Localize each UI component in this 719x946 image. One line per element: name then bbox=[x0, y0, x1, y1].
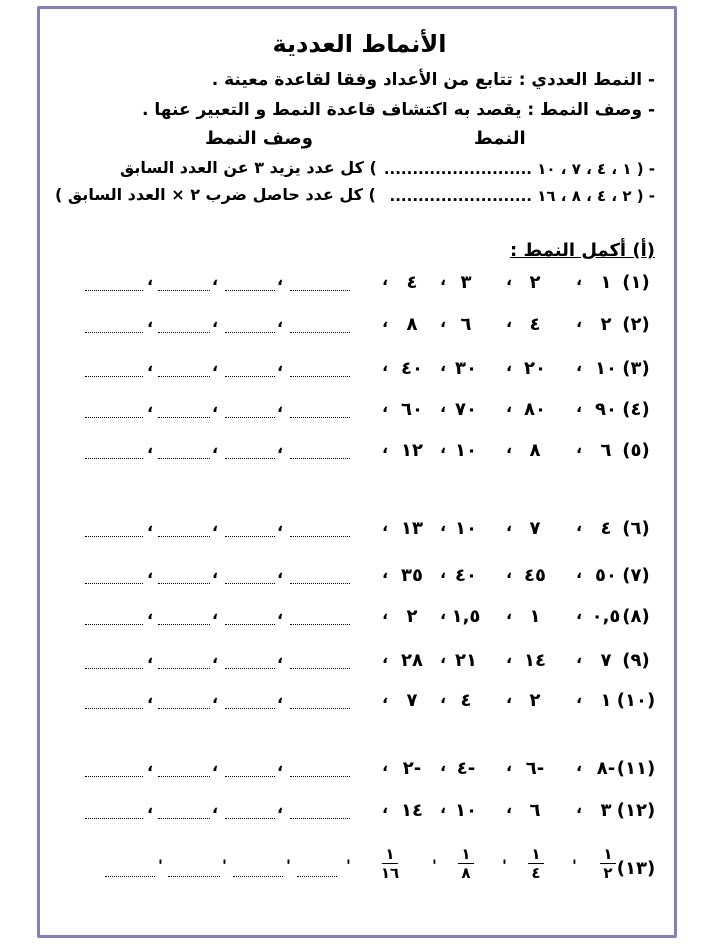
pattern-term: ٨ bbox=[529, 440, 541, 461]
description-line: - وصف النمط : يقصد به اكتشاف قاعدة النمط و التعبير عنها . bbox=[142, 100, 655, 120]
answer-blank[interactable] bbox=[85, 708, 143, 709]
separator-comma: ' bbox=[222, 856, 227, 875]
pattern-term: ١ bbox=[600, 690, 612, 711]
pattern-row-fractions bbox=[0, 845, 719, 888]
separator-comma: ، bbox=[382, 312, 389, 331]
pattern-term: ٥٠ bbox=[595, 565, 617, 586]
pattern-term: ١٠ bbox=[455, 800, 477, 821]
fraction-denominator: ٤ bbox=[531, 864, 541, 882]
separator-comma: ، bbox=[440, 516, 447, 535]
answer-blank[interactable] bbox=[158, 376, 210, 377]
separator-comma: ، bbox=[147, 648, 154, 667]
separator-comma: ، bbox=[382, 270, 389, 289]
separator-comma: ، bbox=[212, 397, 219, 416]
separator-comma: ، bbox=[440, 798, 447, 817]
separator-comma: ، bbox=[382, 397, 389, 416]
pattern-term: ٣ bbox=[600, 800, 612, 821]
separator-comma: ، bbox=[212, 270, 219, 289]
separator-comma: ، bbox=[147, 688, 154, 707]
answer-blank[interactable] bbox=[225, 458, 275, 459]
separator-comma: ' bbox=[158, 856, 163, 875]
separator-comma: ، bbox=[576, 604, 583, 623]
answer-blank[interactable] bbox=[105, 876, 155, 877]
answer-blank[interactable] bbox=[290, 332, 350, 333]
answer-blank[interactable] bbox=[85, 776, 143, 777]
separator-comma: ، bbox=[506, 563, 513, 582]
separator-comma: ، bbox=[576, 516, 583, 535]
separator-comma: ، bbox=[147, 604, 154, 623]
answer-blank[interactable] bbox=[225, 668, 275, 669]
pattern-term: ٤٠ bbox=[401, 358, 423, 379]
row-number: (١٣) bbox=[616, 858, 656, 879]
separator-comma: ' bbox=[346, 856, 351, 875]
separator-comma: ، bbox=[212, 756, 219, 775]
fraction-term bbox=[528, 846, 544, 881]
answer-blank[interactable] bbox=[233, 876, 283, 877]
separator-comma: ، bbox=[440, 648, 447, 667]
separator-comma: ، bbox=[382, 563, 389, 582]
pattern-term: ١٠ bbox=[595, 358, 617, 379]
answer-blank[interactable] bbox=[290, 417, 350, 418]
separator-comma: ، bbox=[147, 438, 154, 457]
pattern-term: ١٠ bbox=[455, 440, 477, 461]
separator-comma: ، bbox=[147, 516, 154, 535]
separator-comma: ، bbox=[277, 270, 284, 289]
separator-comma: ، bbox=[576, 688, 583, 707]
column-heading-pattern: النمط bbox=[474, 128, 526, 149]
answer-blank[interactable] bbox=[225, 376, 275, 377]
separator-comma: ، bbox=[440, 438, 447, 457]
answer-blank[interactable] bbox=[297, 876, 337, 877]
separator-comma: ، bbox=[440, 312, 447, 331]
separator-comma: ، bbox=[277, 648, 284, 667]
answer-blank[interactable] bbox=[225, 417, 275, 418]
separator-comma: ، bbox=[382, 516, 389, 535]
pattern-term: ٠,٥ bbox=[591, 606, 621, 627]
row-number: (٧) bbox=[622, 565, 650, 586]
pattern-term: ١٢ bbox=[401, 440, 423, 461]
answer-blank[interactable] bbox=[225, 818, 275, 819]
separator-comma: ، bbox=[277, 688, 284, 707]
pattern-row bbox=[0, 800, 719, 830]
separator-comma: ، bbox=[147, 563, 154, 582]
fraction-denominator: ٨ bbox=[461, 864, 471, 882]
separator-comma: ، bbox=[212, 648, 219, 667]
pattern-row bbox=[0, 358, 719, 388]
pattern-row bbox=[0, 440, 719, 470]
answer-blank[interactable] bbox=[158, 417, 210, 418]
answer-blank[interactable] bbox=[158, 458, 210, 459]
separator-comma: ، bbox=[576, 798, 583, 817]
row-number: (٩) bbox=[622, 650, 650, 671]
separator-comma: ' bbox=[286, 856, 291, 875]
answer-blank[interactable] bbox=[85, 818, 143, 819]
answer-blank[interactable] bbox=[85, 458, 143, 459]
pattern-term: ٧ bbox=[406, 690, 418, 711]
answer-blank[interactable] bbox=[158, 536, 210, 537]
separator-comma: ، bbox=[576, 270, 583, 289]
answer-blank[interactable] bbox=[85, 376, 143, 377]
worksheet-title: الأنماط العددية bbox=[272, 30, 447, 58]
pattern-term: ٤ bbox=[600, 518, 612, 539]
separator-comma: ، bbox=[576, 438, 583, 457]
separator-comma: ، bbox=[382, 356, 389, 375]
answer-blank[interactable] bbox=[290, 708, 350, 709]
separator-comma: ، bbox=[440, 604, 447, 623]
answer-blank[interactable] bbox=[225, 708, 275, 709]
pattern-term: ٣٠ bbox=[455, 358, 477, 379]
separator-comma: ، bbox=[506, 798, 513, 817]
answer-blank[interactable] bbox=[168, 876, 220, 877]
separator-comma: ، bbox=[212, 604, 219, 623]
row-number: (١٢) bbox=[616, 800, 656, 821]
pattern-term: ٨٠ bbox=[524, 399, 546, 420]
pattern-term: ١٠ bbox=[455, 518, 477, 539]
row-number: (٥) bbox=[622, 440, 650, 461]
separator-comma: ، bbox=[506, 516, 513, 535]
answer-blank[interactable] bbox=[290, 776, 350, 777]
pattern-term: ١٤ bbox=[401, 800, 423, 821]
separator-comma: ، bbox=[576, 756, 583, 775]
separator-comma: ، bbox=[212, 516, 219, 535]
separator-comma: ، bbox=[440, 356, 447, 375]
row-number: (٤) bbox=[622, 399, 650, 420]
separator-comma: ، bbox=[277, 356, 284, 375]
pattern-term: ٣ bbox=[460, 272, 472, 293]
pattern-term: ٤٠ bbox=[455, 565, 477, 586]
answer-blank[interactable] bbox=[85, 536, 143, 537]
separator-comma: ، bbox=[382, 438, 389, 457]
separator-comma: ، bbox=[506, 438, 513, 457]
pattern-term: ١٤ bbox=[524, 650, 546, 671]
pattern-term: ١ bbox=[600, 272, 612, 293]
separator-comma: ، bbox=[147, 270, 154, 289]
separator-comma: ، bbox=[147, 356, 154, 375]
pattern-term: ٧٠ bbox=[455, 399, 477, 420]
pattern-row bbox=[0, 272, 719, 302]
pattern-term: ٨- bbox=[596, 758, 616, 779]
answer-blank[interactable] bbox=[158, 332, 210, 333]
pattern-row bbox=[0, 565, 719, 595]
separator-comma: ، bbox=[212, 312, 219, 331]
row-number: (١) bbox=[622, 272, 650, 293]
pattern-row bbox=[0, 758, 719, 788]
row-number: (٦) bbox=[622, 518, 650, 539]
pattern-term: ٢ bbox=[529, 690, 541, 711]
answer-blank[interactable] bbox=[85, 290, 143, 291]
answer-blank[interactable] bbox=[158, 776, 210, 777]
answer-blank[interactable] bbox=[290, 818, 350, 819]
answer-blank[interactable] bbox=[225, 776, 275, 777]
separator-comma: ، bbox=[277, 756, 284, 775]
definition-line: - النمط العددي : تتابع من الأعداد وفقا لقاعدة معينة . bbox=[211, 70, 655, 90]
fraction-numerator: ١ bbox=[461, 845, 471, 863]
pattern-term: ٢ bbox=[600, 314, 612, 335]
pattern-term: ٧ bbox=[600, 650, 612, 671]
pattern-row bbox=[0, 314, 719, 344]
column-heading-description: وصف النمط bbox=[205, 128, 313, 149]
separator-comma: ، bbox=[277, 397, 284, 416]
answer-blank[interactable] bbox=[85, 332, 143, 333]
pattern-term: ٤ bbox=[460, 690, 472, 711]
separator-comma: ، bbox=[576, 397, 583, 416]
answer-blank[interactable] bbox=[290, 624, 350, 625]
separator-comma: ، bbox=[212, 438, 219, 457]
separator-comma: ' bbox=[432, 856, 437, 875]
separator-comma: ، bbox=[147, 312, 154, 331]
pattern-term: ١ bbox=[529, 606, 541, 627]
pattern-row bbox=[0, 650, 719, 680]
pattern-row bbox=[0, 606, 719, 636]
example-description-1: ) كل عدد يزيد ٣ عن العدد السابق bbox=[120, 158, 377, 177]
fraction-numerator: ١ bbox=[603, 845, 613, 863]
fraction-term bbox=[381, 846, 399, 881]
separator-comma: ، bbox=[147, 397, 154, 416]
pattern-term: ٢ bbox=[406, 606, 418, 627]
answer-blank[interactable] bbox=[225, 583, 275, 584]
separator-comma: ، bbox=[277, 438, 284, 457]
separator-comma: ، bbox=[212, 798, 219, 817]
separator-comma: ، bbox=[440, 270, 447, 289]
pattern-term: ٢ bbox=[529, 272, 541, 293]
row-number: (٨) bbox=[622, 606, 650, 627]
separator-comma: ، bbox=[277, 798, 284, 817]
pattern-term: ٣٥ bbox=[401, 565, 423, 586]
row-number: (٣) bbox=[622, 358, 650, 379]
separator-comma: ، bbox=[506, 688, 513, 707]
separator-comma: ، bbox=[382, 756, 389, 775]
separator-comma: ، bbox=[277, 604, 284, 623]
answer-blank[interactable] bbox=[290, 290, 350, 291]
answer-blank[interactable] bbox=[290, 668, 350, 669]
pattern-term: ٦ bbox=[529, 800, 541, 821]
separator-comma: ، bbox=[576, 356, 583, 375]
answer-blank[interactable] bbox=[85, 417, 143, 418]
pattern-term: ١٣ bbox=[401, 518, 423, 539]
pattern-term: ٤٥ bbox=[524, 565, 546, 586]
pattern-term: ٤ bbox=[406, 272, 418, 293]
answer-blank[interactable] bbox=[290, 583, 350, 584]
separator-comma: ، bbox=[506, 604, 513, 623]
separator-comma: ، bbox=[147, 798, 154, 817]
separator-comma: ، bbox=[440, 397, 447, 416]
separator-comma: ، bbox=[506, 648, 513, 667]
pattern-term: ٢١ bbox=[455, 650, 477, 671]
pattern-row bbox=[0, 690, 719, 720]
pattern-row bbox=[0, 399, 719, 429]
fraction-numerator: ١ bbox=[531, 845, 541, 863]
answer-blank[interactable] bbox=[85, 583, 143, 584]
pattern-term: ٦- bbox=[525, 758, 545, 779]
separator-comma: ، bbox=[440, 688, 447, 707]
separator-comma: ، bbox=[506, 270, 513, 289]
separator-comma: ' bbox=[572, 856, 577, 875]
fraction-denominator: ٢ bbox=[603, 864, 613, 882]
row-number: (٢) bbox=[622, 314, 650, 335]
row-number: (١٠) bbox=[616, 690, 656, 711]
pattern-term: ٤ bbox=[529, 314, 541, 335]
pattern-term: ٢٠ bbox=[524, 358, 546, 379]
separator-comma: ، bbox=[506, 756, 513, 775]
pattern-term: ١,٥ bbox=[451, 606, 481, 627]
separator-comma: ، bbox=[506, 356, 513, 375]
pattern-term: ٧ bbox=[529, 518, 541, 539]
fraction-term bbox=[458, 846, 474, 881]
separator-comma: ، bbox=[440, 756, 447, 775]
section-heading-complete-pattern: (أ) أكمل النمط : bbox=[509, 240, 655, 261]
answer-blank[interactable] bbox=[85, 668, 143, 669]
separator-comma: ، bbox=[506, 397, 513, 416]
pattern-term: ٦ bbox=[460, 314, 472, 335]
separator-comma: ، bbox=[212, 563, 219, 582]
pattern-term: ٢٨ bbox=[401, 650, 423, 671]
pattern-term: ٤- bbox=[456, 758, 476, 779]
separator-comma: ، bbox=[277, 516, 284, 535]
separator-comma: ، bbox=[147, 756, 154, 775]
separator-comma: ، bbox=[277, 563, 284, 582]
example-pattern-2: - ( ٢ ، ٤ ، ٨ ، ١٦ ......................... bbox=[389, 187, 655, 205]
separator-comma: ، bbox=[382, 648, 389, 667]
answer-blank[interactable] bbox=[290, 376, 350, 377]
separator-comma: ، bbox=[212, 356, 219, 375]
example-description-2: ) كل عدد حاصل ضرب ٢ × العدد السابق ) bbox=[55, 185, 376, 204]
answer-blank[interactable] bbox=[290, 458, 350, 459]
answer-blank[interactable] bbox=[85, 624, 143, 625]
answer-blank[interactable] bbox=[225, 624, 275, 625]
answer-blank[interactable] bbox=[225, 536, 275, 537]
separator-comma: ، bbox=[506, 312, 513, 331]
answer-blank[interactable] bbox=[225, 332, 275, 333]
answer-blank[interactable] bbox=[158, 290, 210, 291]
separator-comma: ، bbox=[382, 604, 389, 623]
fraction-term bbox=[600, 846, 616, 881]
separator-comma: ، bbox=[382, 798, 389, 817]
example-pattern-1: - ( ١ ، ٤ ، ٧ ، ١٠ .......................... bbox=[383, 160, 655, 178]
pattern-row bbox=[0, 518, 719, 548]
pattern-term: ٦ bbox=[600, 440, 612, 461]
separator-comma: ، bbox=[576, 312, 583, 331]
answer-blank[interactable] bbox=[290, 536, 350, 537]
separator-comma: ، bbox=[277, 312, 284, 331]
fraction-numerator: ١ bbox=[385, 845, 395, 863]
answer-blank[interactable] bbox=[158, 624, 210, 625]
answer-blank[interactable] bbox=[158, 708, 210, 709]
row-number: (١١) bbox=[616, 758, 656, 779]
separator-comma: ، bbox=[212, 688, 219, 707]
pattern-term: ٢- bbox=[402, 758, 422, 779]
pattern-term: ٩٠ bbox=[595, 399, 617, 420]
fraction-denominator: ١٦ bbox=[380, 864, 400, 882]
separator-comma: ، bbox=[576, 563, 583, 582]
answer-blank[interactable] bbox=[158, 818, 210, 819]
answer-blank[interactable] bbox=[158, 583, 210, 584]
separator-comma: ، bbox=[382, 688, 389, 707]
pattern-term: ٦٠ bbox=[401, 399, 423, 420]
separator-comma: ، bbox=[576, 648, 583, 667]
pattern-term: ٨ bbox=[406, 314, 418, 335]
answer-blank[interactable] bbox=[158, 668, 210, 669]
separator-comma: ' bbox=[502, 856, 507, 875]
separator-comma: ، bbox=[440, 563, 447, 582]
answer-blank[interactable] bbox=[225, 290, 275, 291]
